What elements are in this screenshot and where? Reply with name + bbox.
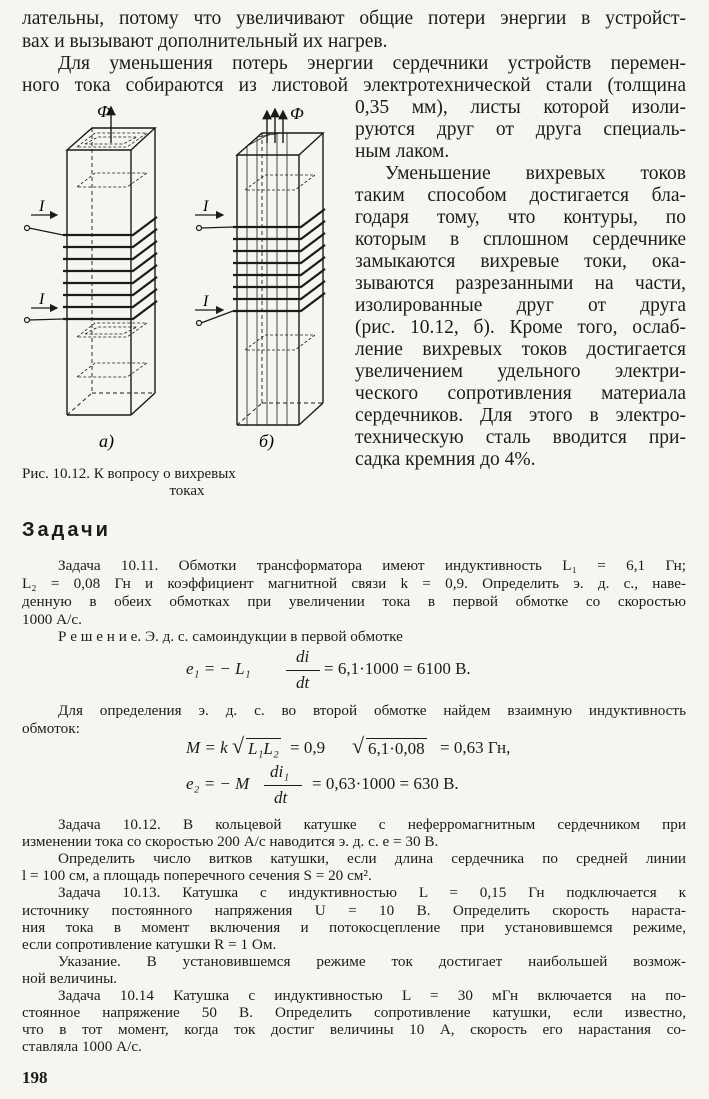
text-line: если сопротивление катушки R = 1 Ом. <box>22 936 277 953</box>
text-line: 1000 А/с. <box>22 611 82 628</box>
formula-denominator: dt <box>296 673 310 692</box>
formula-rhs: = 6,1·1000 = 6100 В. <box>324 659 471 678</box>
formula-rhs: = 0,63 Гн, <box>440 738 511 757</box>
text-line: ление вихревых токов достигается <box>355 339 686 360</box>
winding-a <box>29 217 157 320</box>
text-line: зываются разрезанными на части, <box>355 273 686 294</box>
formula-m <box>186 735 546 761</box>
text-line: изменении тока со скоростью 200 А/с наводится э. д. с. e = 30 В. <box>22 833 439 850</box>
text-line: Задача 10.12. В кольцевой катушке с неферромагнитным сердечником при <box>58 816 686 833</box>
text-line: которым в сплошном сердечнике <box>355 229 686 250</box>
text-line: таким способом достигается бла- <box>355 185 686 206</box>
text-line: обмоток: <box>22 720 80 737</box>
text-line: Для определения э. д. с. во второй обмотке найдем взаимную индуктивность <box>58 702 686 719</box>
winding-b <box>201 209 325 323</box>
page-number: 198 <box>22 1068 48 1087</box>
sqrt-sign: √ <box>352 733 365 758</box>
label-a: а) <box>99 431 114 451</box>
sqrt-sign: √ <box>232 733 245 758</box>
text-line: увеличением удельного электри- <box>355 361 686 382</box>
flux-label-b: Ф <box>290 104 304 123</box>
figure-caption <box>22 466 332 500</box>
solid-core-a <box>67 107 155 415</box>
text-line: L₂ = 0,08 Гн и коэффициент магнитной связи k = 0,9. Определить э. д. с., наве- <box>22 575 686 592</box>
formula-e2 <box>186 762 526 810</box>
text-line: ния тока в момент включения и потокосцепление при установившемся режиме, <box>22 919 686 936</box>
radicand: L₁L₂ <box>248 739 279 758</box>
current-label-a1: I <box>39 198 45 215</box>
current-label-a2: I <box>39 291 45 308</box>
text-line: Уменьшение вихревых токов <box>385 163 686 184</box>
current-label-b1: I <box>203 198 209 215</box>
text-line: техническую сталь вводится при- <box>355 427 686 448</box>
formula-numerator: di <box>296 647 310 666</box>
text-line: денную в обеих обмотках при увеличении тока в первой обмотке со скоростью <box>22 593 686 610</box>
text-line: ставляла 1000 А/с. <box>22 1038 142 1055</box>
text-line: Для уменьшения потерь энергии сердечники устройств перемен- <box>58 53 686 74</box>
radicand: 6,1·0,08 <box>368 739 425 758</box>
formula-rhs: = 0,63·1000 = 630 В. <box>312 774 459 793</box>
hint-line: Указание. В установившемся режиме ток достигает наибольшей возмож- <box>58 953 686 970</box>
formula-numerator: di₁ <box>270 762 290 781</box>
section-heading: Задачи <box>22 519 111 541</box>
text-line: Задача 10.14 Катушка с индуктивностью L = 30 мГн включается на по- <box>58 987 686 1004</box>
fraction-bar <box>264 785 302 786</box>
formula-lhs: e₂ = − M <box>186 774 250 793</box>
text-line: Задача 10.13. Катушка с индуктивностью L = 0,15 Гн подключается к <box>58 884 686 901</box>
text-line: вах и вызывают дополнительный их нагрев. <box>22 31 388 52</box>
text-line: изолированные друг от друга <box>355 295 686 316</box>
caption-line: Рис. 10.12. К вопросу о вихревых <box>22 466 236 482</box>
text-line: лательны, потому что увеличивают общие потери энергии в устройст- <box>22 8 686 29</box>
text-line: сердечников. Для этого в электро- <box>355 405 686 426</box>
text-line: садка кремния до 4%. <box>355 449 536 470</box>
text-line: Задача 10.11. Обмотки трансформатора имеют индуктивность L₁ = 6,1 Гн; <box>58 557 686 574</box>
hint-line: ной величины. <box>22 970 118 987</box>
text-line: ческого сопротивления материала <box>355 383 686 404</box>
text-line: Определить число витков катушки, если длина сердечника по средней линии <box>58 850 686 867</box>
text-line: ным лаком. <box>355 141 450 162</box>
label-b: б) <box>259 431 275 451</box>
text-line: руются друг от друга специаль- <box>355 119 686 140</box>
text-line: 0,35 мм), листы которой изоли- <box>355 97 686 118</box>
text-line: (рис. 10.12, б). Кроме того, ослаб- <box>355 317 686 338</box>
text-line: Р е ш е н и е. Э. д. с. самоиндукции в первой обмотке <box>58 628 403 645</box>
flux-label-a: Ф <box>97 102 111 121</box>
formula-denominator: dt <box>274 788 288 807</box>
fraction-bar <box>286 670 320 671</box>
text-line: замыкаются вихревые токи, ока- <box>355 251 686 272</box>
caption-line: токах <box>169 483 205 499</box>
current-label-b2: I <box>203 293 209 310</box>
text-line: l = 100 см, а площадь поперечного сечения S = 20 см². <box>22 867 372 884</box>
formula-lhs: M = k <box>186 738 228 757</box>
text-line: годаря тому, что контуры, по <box>355 207 686 228</box>
formula-mid: = 0,9 <box>290 738 326 757</box>
formula-e1 <box>186 647 506 695</box>
text-line: что в тот момент, когда ток достиг величины 10 А, скорость его нарастания со- <box>22 1021 686 1038</box>
text-line: стоянное напряжение 50 В. Определить сопротивление катушки, если известно, <box>22 1004 686 1021</box>
formula-lhs: e₁ = − L₁ <box>186 659 251 678</box>
text-line: источнику постоянного напряжения U = 10 В. Определить скорость нараста- <box>22 902 686 919</box>
eddy-current-figure <box>15 95 345 465</box>
text-line: ного тока собираются из листовой электротехнической стали (толщина <box>22 75 686 96</box>
